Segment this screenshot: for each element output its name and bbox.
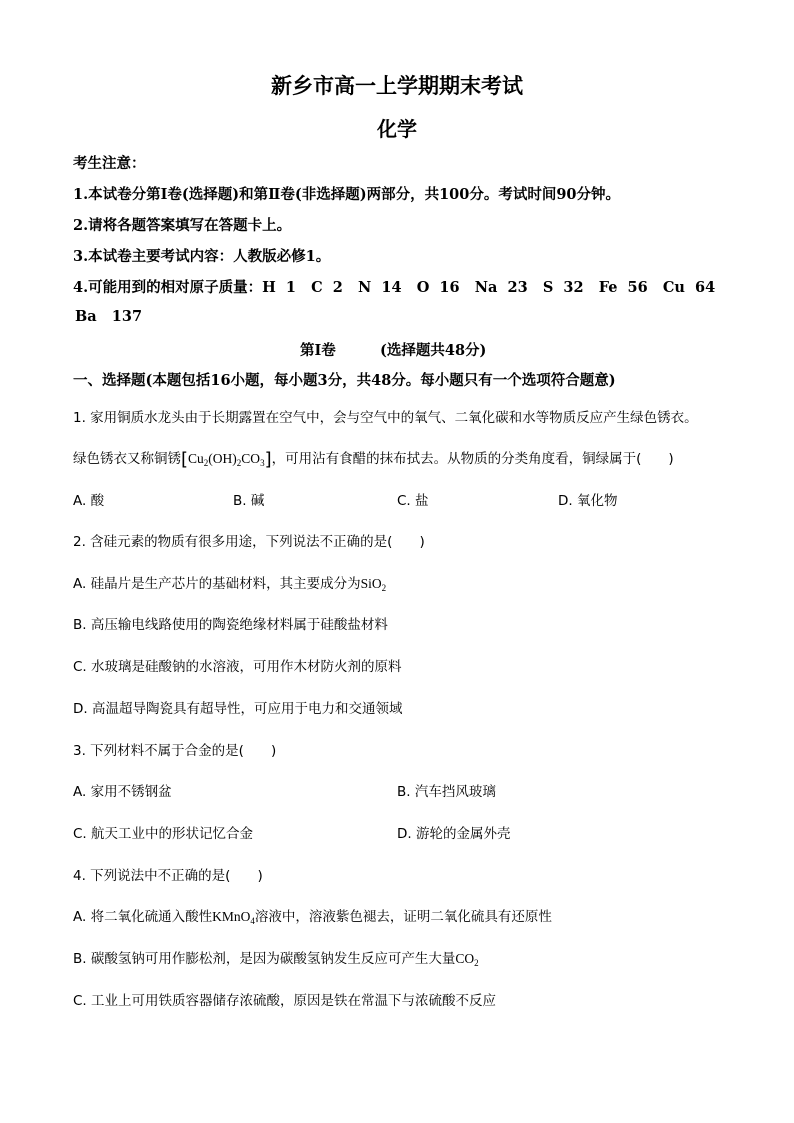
q2-option-b[interactable]: B. 高压输电线路使用的陶瓷绝缘材料属于硅酸盐材料 (73, 617, 388, 633)
formula-cu: $Cu_2(OH)_2CO_3$ (188, 451, 265, 468)
q4-stem: 4. 下列说法中不正确的是( ) (73, 868, 263, 884)
notice-heading: 考生注意： (73, 155, 146, 172)
q1-stem-line1: 1. 家用铜质水龙头由于长期露置在空气中，会与空气中的氧气、二氧化碳和水等物质反应产生绿色锈衣。 (73, 410, 698, 426)
formula-bracket-close: ] (264, 449, 272, 470)
subject-title: 化学 (377, 117, 417, 141)
q1-stem-post: ，可用沾有食醋的抹布拭去。从物质的分类角度看，铜绿属于( ) (271, 451, 674, 467)
q4-option-a[interactable] (73, 905, 552, 926)
notice-item-4-continued: Ba 137 (75, 308, 143, 325)
q3-option-b[interactable]: B. 汽车挡风玻璃 (397, 784, 496, 800)
notice-item-2: 2.请将各题答案填写在答题卡上。 (73, 217, 292, 234)
part1-heading: 第Ⅰ卷 (300, 342, 336, 359)
q2-option-a-text: A. 硅晶片是生产芯片的基础材料，其主要成分为 (73, 576, 361, 592)
formula-co2: $CO_2$ (455, 951, 479, 968)
formula-kmno4: KMnO$_4$ (212, 909, 255, 926)
q4-option-b-text: B. 碳酸氢钠可用作膨松剂，是因为碳酸氢钠发生反应可产生大量 (73, 951, 456, 967)
q1-option-d[interactable]: D. 氧化物 (558, 493, 618, 509)
notice-item-3: 3.本试卷主要考试内容：人教版必修1。 (73, 248, 331, 265)
q4-option-b[interactable] (73, 947, 479, 968)
q4-option-a-post: 溶液中，溶液紫色褪去，证明二氧化硫具有还原性 (254, 909, 552, 925)
q3-option-c[interactable]: C. 航天工业中的形状记忆合金 (73, 826, 254, 842)
exam-title: 新乡市高一上学期期末考试 (271, 73, 523, 98)
q3-option-a[interactable]: A. 家用不锈钢盆 (73, 784, 172, 800)
q3-stem: 3. 下列材料不属于合金的是( ) (73, 743, 277, 759)
q1-option-b[interactable]: B. 碱 (233, 493, 265, 509)
notice-item-1: 1.本试卷分第Ⅰ卷(选择题)和第Ⅱ卷(非选择题)两部分，共100分。考试时间90分钟。 (73, 186, 621, 203)
q2-option-d[interactable]: D. 高温超导陶瓷具有超导性，可应用于电力和交通领域 (73, 701, 403, 717)
q1-option-c[interactable]: C. 盐 (397, 493, 429, 509)
q2-stem: 2. 含硅元素的物质有很多用途，下列说法不正确的是( ) (73, 534, 425, 550)
q2-option-c[interactable]: C. 水玻璃是硅酸钠的水溶液，可用作木材防火剂的原料 (73, 659, 402, 675)
part1-subheading: (选择题共48分) (380, 342, 487, 359)
q4-option-c[interactable]: C. 工业上可用铁质容器储存浓硫酸，原因是铁在常温下与浓硫酸不反应 (73, 993, 497, 1009)
formula-bracket-open: [ (181, 449, 189, 470)
q1-option-a[interactable]: A. 酸 (73, 493, 105, 509)
q1-stem-line2 (73, 447, 674, 470)
q4-option-a-pre: A. 将二氧化硫通入酸性 (73, 909, 213, 925)
q1-stem-pre: 绿色锈衣又称铜锈 (73, 451, 181, 467)
notice-item-4: 4.可能用到的相对原子质量：H 1 C 2 N 14 O 16 Na 23 S 32 Fe 56 Cu 64 (73, 279, 716, 296)
formula-sio2: SiO$_2$ (360, 576, 387, 593)
q2-option-a[interactable] (73, 572, 386, 593)
q3-option-d[interactable]: D. 游轮的金属外壳 (397, 826, 511, 842)
section-heading: 一、选择题(本题包括16小题，每小题3分，共48分。每小题只有一个选项符合题意) (73, 372, 616, 389)
